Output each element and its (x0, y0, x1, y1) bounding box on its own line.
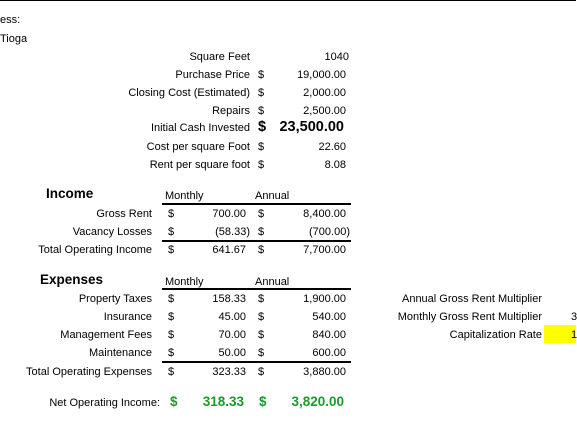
cost-per-sqft-currency: $ (258, 141, 265, 153)
rent-per-sqft-currency: $ (258, 159, 265, 171)
expense-row-annual[interactable]: 840.00 (312, 329, 346, 341)
expense-row-annual-currency: $ (258, 347, 265, 359)
square-feet-value[interactable]: 1040 (324, 51, 349, 63)
income-header-underline (162, 203, 351, 205)
closing-cost-value[interactable]: 2,000.00 (303, 87, 346, 99)
income-row-annual-currency: $ (258, 208, 265, 220)
income-total-monthly-currency: $ (168, 244, 175, 256)
expenses-title[interactable]: Expenses (40, 272, 104, 287)
expense-row-annual[interactable]: 600.00 (312, 347, 346, 359)
cap-rate-value[interactable]: 1 (571, 329, 577, 341)
expenses-total-label[interactable]: Total Operating Expenses (26, 366, 152, 378)
expense-row-monthly-currency: $ (168, 293, 175, 305)
income-total-annual-currency: $ (258, 244, 265, 256)
income-row-monthly[interactable]: 700.00 (212, 208, 246, 220)
income-row-annual-currency: $ (258, 226, 265, 238)
expenses-total-annual[interactable]: 3,880.00 (303, 366, 346, 378)
initial-cash-value[interactable]: 23,500.00 (279, 119, 344, 135)
expense-row-monthly-currency: $ (168, 311, 175, 323)
income-total-annual[interactable]: 7,700.00 (303, 244, 346, 256)
repairs-currency: $ (258, 105, 265, 117)
expense-row-monthly[interactable]: 158.33 (212, 293, 246, 305)
cost-per-sqft-value[interactable]: 22.60 (318, 141, 346, 153)
income-row-annual[interactable]: 8,400.00 (303, 208, 346, 220)
expenses-total-monthly-currency: $ (168, 366, 175, 378)
noi-monthly-value[interactable]: 318.33 (202, 394, 244, 409)
purchase-price-label[interactable]: Purchase Price (175, 69, 250, 81)
closing-cost-label[interactable]: Closing Cost (Estimated) (128, 87, 250, 99)
expense-row-monthly-currency: $ (168, 329, 175, 341)
income-title[interactable]: Income (46, 186, 94, 201)
income-monthly-header[interactable]: Monthly (165, 190, 204, 202)
income-row-monthly-currency: $ (168, 226, 175, 238)
cost-per-sqft-label[interactable]: Cost per square Foot (146, 141, 250, 153)
noi-label[interactable]: Net Operating Income: (49, 397, 160, 409)
expense-row-monthly[interactable]: 70.00 (218, 329, 246, 341)
cap-rate-label[interactable]: Capitalization Rate (449, 329, 542, 341)
income-row-label[interactable]: Vacancy Losses (72, 226, 152, 238)
purchase-price-value[interactable]: 19,000.00 (297, 69, 346, 81)
annual-grm-label[interactable]: Annual Gross Rent Multiplier (401, 293, 542, 305)
rent-per-sqft-value[interactable]: 8.08 (324, 159, 346, 171)
income-annual-header[interactable]: Annual (255, 190, 290, 202)
expense-row-monthly-currency: $ (168, 347, 175, 359)
expenses-header-underline (162, 288, 351, 290)
monthly-grm-label[interactable]: Monthly Gross Rent Multiplier (397, 311, 542, 323)
expenses-total-annual-currency: $ (258, 366, 265, 378)
income-row-annual[interactable]: (700.00) (309, 226, 350, 238)
sheet-top-border (0, 0, 576, 1)
expense-row-annual[interactable]: 1,900.00 (303, 293, 346, 305)
income-total-monthly[interactable]: 641.67 (212, 244, 246, 256)
expense-row-annual-currency: $ (258, 329, 265, 341)
repairs-value[interactable]: 2,500.00 (303, 105, 346, 117)
expenses-total-underline (162, 361, 351, 363)
noi-monthly-currency: $ (170, 394, 178, 409)
expense-row-label[interactable]: Insurance (103, 311, 152, 323)
expense-row-annual-currency: $ (258, 293, 265, 305)
initial-cash-label[interactable]: Initial Cash Invested (150, 122, 250, 134)
income-total-label[interactable]: Total Operating Income (38, 244, 152, 256)
expense-row-monthly[interactable]: 45.00 (218, 311, 246, 323)
repairs-label[interactable]: Repairs (212, 105, 250, 117)
expenses-monthly-header[interactable]: Monthly (165, 276, 204, 288)
expenses-total-monthly[interactable]: 323.33 (212, 366, 246, 378)
noi-annual-value[interactable]: 3,820.00 (291, 394, 344, 409)
rent-per-sqft-label[interactable]: Rent per square foot (149, 159, 250, 171)
purchase-price-currency: $ (258, 69, 265, 81)
expense-row-annual[interactable]: 540.00 (312, 311, 346, 323)
closing-cost-currency: $ (258, 87, 265, 99)
noi-annual-currency: $ (259, 394, 267, 409)
expense-row-label[interactable]: Property Taxes (78, 293, 152, 305)
address-value[interactable]: Tioga (0, 33, 28, 45)
income-row-monthly[interactable]: (58.33) (215, 226, 250, 238)
income-row-monthly-currency: $ (168, 208, 175, 220)
address-label[interactable]: ess: (0, 14, 21, 26)
monthly-grm-value[interactable]: 3 (571, 311, 577, 323)
expense-row-monthly[interactable]: 50.00 (218, 347, 246, 359)
initial-cash-currency: $ (258, 119, 267, 135)
expenses-annual-header[interactable]: Annual (255, 276, 290, 288)
expense-row-label[interactable]: Management Fees (60, 329, 152, 341)
expense-row-annual-currency: $ (258, 311, 265, 323)
income-total-underline (162, 240, 351, 242)
square-feet-label[interactable]: Square Feet (189, 51, 250, 63)
income-row-label[interactable]: Gross Rent (96, 208, 152, 220)
expense-row-label[interactable]: Maintenance (89, 347, 152, 359)
